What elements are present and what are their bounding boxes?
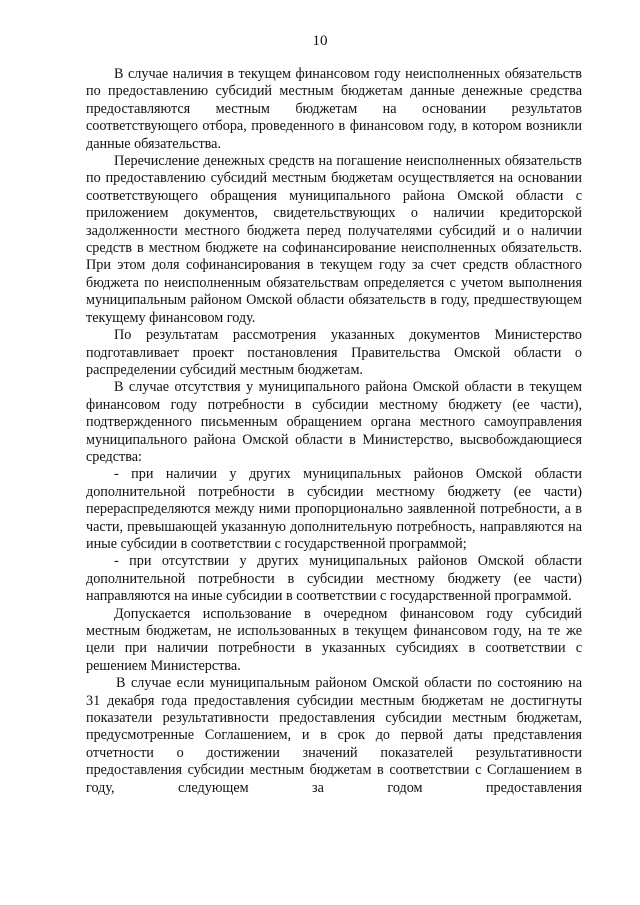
paragraph-absence-of-need: В случае отсутствия у муниципального района Омской области в текущем финансовом году потребности в субсидии местному бюджету (ее части), подтвержденного письменным обращением органа местного самоуправления муниципального района Омской области в Министерство, высвобождающиеся средства:	[86, 379, 582, 465]
paragraph-transfer-of-funds: Перечисление денежных средств на погашение неисполненных обязательств по предоставлению субсидий местным бюджетам осуществляется на основании соответствующего обращения муниципального района Омской области с приложением документов, свидетельствующих о наличии кредиторской задолженности местного бюджета перед получателями субсидий и о наличии средств в местном бюджете на софинансирование неисполненных обязательств. При этом доля софинансирования в текущем году за счет средств областного бюджета по неисполненным обязательствам определяется с учетом выполнения муниципальным районом Омской области обязательств в году, предшествующем текущему финансовом году.	[86, 153, 582, 326]
paragraph-redistribution-item: - при наличии у других муниципальных районов Омской области дополнительной потребности в субсидии местному бюджету (ее части) перераспределяются между ними пропорционально заявленной потребности, а в части, превышающей указанную дополнительную потребность, направляются на иные субсидии в соответствии с государственной программой;	[86, 466, 582, 552]
document-body	[86, 66, 582, 797]
paragraph-next-year-use: Допускается использование в очередном финансовом году субсидий местным бюджетам, не использованных в текущем финансовом году, на те же цели при наличии потребности в указанных субсидиях в соответствии с решением Министерства.	[86, 605, 582, 674]
paragraph-unfulfilled-obligations: В случае наличия в текущем финансовом году неисполненных обязательств по предоставлению субсидий местным бюджетам данные денежные средства предоставляются местным бюджетам на основании результатов соответствующего отбора, проведенного в финансовом году, в котором возникли данные обязательства.	[86, 66, 582, 152]
paragraph-performance-indicators: В случае если муниципальным районом Омской области по состоянию на 31 декабря года предоставления субсидии местным бюджетам не достигнуты показатели результативности предоставления субсидии местным бюджетам, предусмотренные Соглашением, и в срок до первой даты представления отчетности о достижении значений показателей результативности предоставления субсидии местным бюджетам в соответствии с Соглашением в году, следующем за годом предоставления	[86, 675, 582, 796]
paragraph-review-results: По результатам рассмотрения указанных документов Министерство подготавливает проект постановления Правительства Омской области о распределении субсидий местным бюджетам.	[86, 327, 582, 378]
paragraph-other-subsidies-item: - при отсутствии у других муниципальных районов Омской области дополнительной потребности в субсидии местному бюджету (ее части) направляются на иные субсидии в соответствии с государственной программой.	[86, 553, 582, 605]
page-number: 10	[312, 33, 328, 49]
